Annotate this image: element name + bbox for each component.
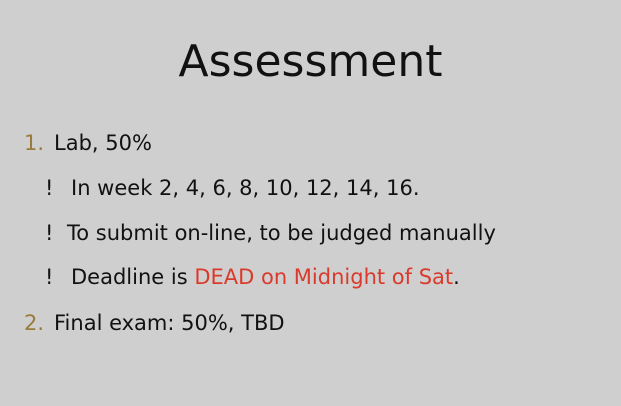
- bullet-marker: !: [45, 176, 54, 200]
- sub-item-suffix: .: [453, 265, 460, 289]
- deadline-highlight: DEAD on Midnight of Sat: [194, 265, 454, 289]
- list-item-1: [24, 129, 152, 157]
- sub-item-2: [45, 219, 496, 247]
- sub-item-3: [45, 263, 460, 291]
- list-item-text: Lab, 50%: [54, 131, 152, 155]
- list-number: 1.: [24, 131, 45, 155]
- list-item-text: Final exam: 50%, TBD: [54, 311, 285, 335]
- sub-item-text: To submit on-line, to be judged manually: [67, 221, 496, 245]
- bullet-marker: !: [45, 265, 54, 289]
- list-item-2: [24, 309, 285, 337]
- sub-item-text: In week 2, 4, 6, 8, 10, 12, 14, 16.: [71, 176, 420, 200]
- list-number: 2.: [24, 311, 45, 335]
- bullet-marker: !: [45, 221, 54, 245]
- sub-item-text: Deadline is: [71, 265, 195, 289]
- sub-item-1: [45, 174, 420, 202]
- slide-title: Assessment: [178, 36, 443, 87]
